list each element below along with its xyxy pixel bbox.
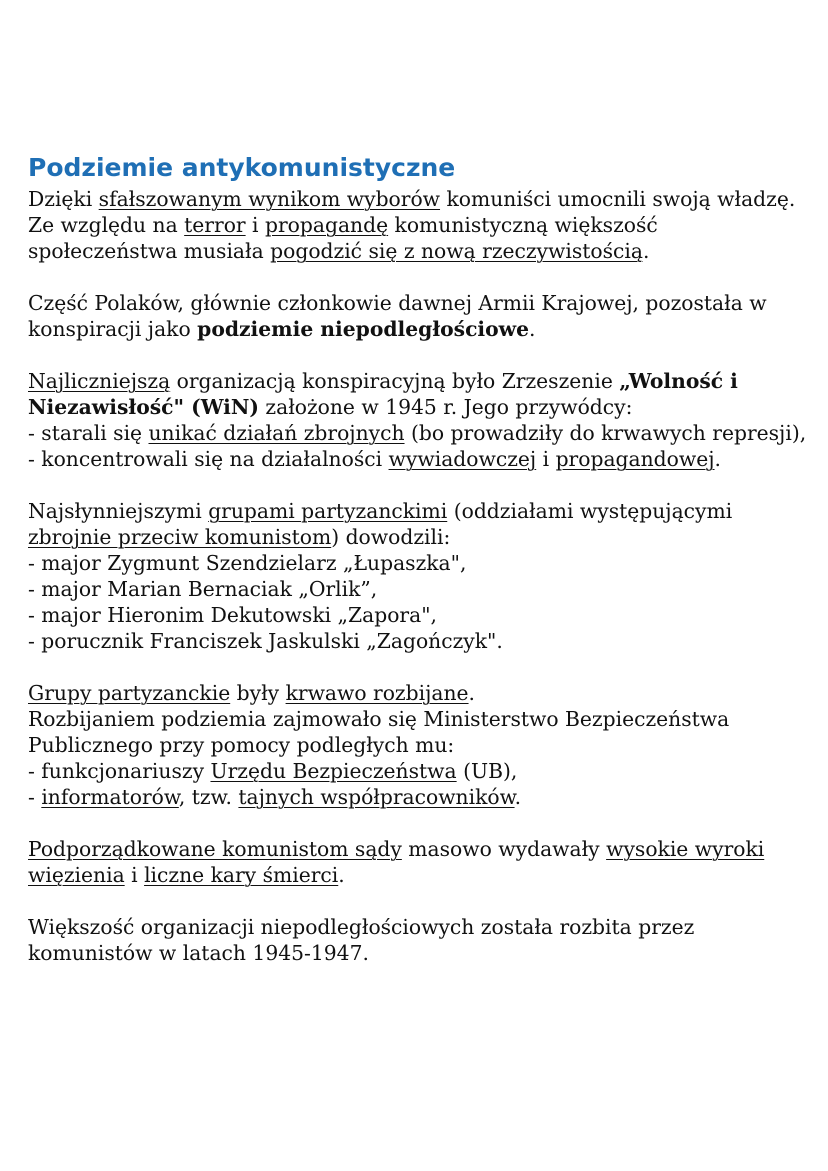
list-item bbox=[28, 758, 808, 784]
underlined-text: terror bbox=[184, 213, 246, 237]
bold-text: „Wolność i Niezawisłość" (WiN) bbox=[28, 369, 738, 419]
paragraph-terror bbox=[28, 212, 808, 264]
document-page bbox=[28, 150, 808, 966]
underlined-text: Najliczniejszą bbox=[28, 369, 171, 393]
text: (UB), bbox=[456, 759, 518, 783]
underlined-text: informatorów bbox=[41, 785, 179, 809]
underlined-text: wywiadowczej bbox=[388, 447, 537, 471]
text: . bbox=[714, 447, 721, 471]
underlined-text: Podporządkowane komunistom sądy bbox=[28, 837, 402, 861]
text: . bbox=[642, 239, 650, 263]
text: . bbox=[514, 785, 522, 809]
text: - bbox=[28, 785, 42, 809]
paragraph-win bbox=[28, 368, 808, 420]
underlined-text: propagandowej bbox=[555, 447, 715, 471]
underlined-text: Urzędu Bezpieczeństwa bbox=[210, 759, 457, 783]
text: . bbox=[529, 317, 536, 341]
paragraph-ministry: Rozbijaniem podziemia zajmowało się Ministerstwo Bezpieczeństwa Publicznego przy pomocy podległych mu: bbox=[28, 707, 730, 757]
list-item bbox=[28, 784, 808, 810]
paragraph-partisans bbox=[28, 498, 808, 550]
text: Dzięki bbox=[28, 187, 99, 211]
underlined-text: sfałszowanym wynikom wyborów bbox=[98, 187, 441, 211]
underlined-text: tajnych współpracowników bbox=[238, 785, 515, 809]
paragraph-underground bbox=[28, 290, 808, 342]
paragraph-conclusion: Większość organizacji niepodległościowych została rozbita przez komunistów w latach 1945-1947. bbox=[28, 915, 695, 965]
paragraph-crushed bbox=[28, 680, 808, 706]
bold-text: podziemie niepodległościowe bbox=[197, 317, 530, 341]
text: i bbox=[245, 213, 265, 237]
underlined-text: Grupy partyzanckie bbox=[28, 681, 231, 705]
underlined-text: propagandę bbox=[265, 213, 389, 237]
list-item bbox=[28, 420, 808, 446]
list-item: - major Zygmunt Szendzielarz „Łupaszka", bbox=[28, 551, 467, 575]
list-item: - major Hieronim Dekutowski „Zapora", bbox=[28, 603, 437, 627]
text: Najsłynniejszymi bbox=[28, 499, 209, 523]
underlined-text: krwawo rozbijane bbox=[285, 681, 469, 705]
text: były bbox=[230, 681, 286, 705]
text: (bo prowadziły do krwawych represji), bbox=[404, 421, 807, 445]
underlined-text: unikać działań zbrojnych bbox=[148, 421, 405, 445]
text: komunistyczną większość społeczeństwa musiała bbox=[28, 213, 658, 263]
text: - koncentrowali się na działalności bbox=[28, 447, 389, 471]
list-item bbox=[28, 446, 808, 472]
text: , tzw. bbox=[178, 785, 239, 809]
text: organizacją konspiracyjną było Zrzeszenie bbox=[170, 369, 620, 393]
text: . bbox=[338, 863, 345, 887]
text: i bbox=[536, 447, 556, 471]
text: masowo wydawały bbox=[401, 837, 607, 861]
underlined-text: grupami partyzanckimi bbox=[208, 499, 448, 523]
text: założone w 1945 r. Jego przywódcy: bbox=[258, 395, 633, 419]
underlined-text: zbrojnie przeciw komunistom bbox=[28, 525, 332, 549]
underlined-text: liczne kary śmierci bbox=[144, 863, 339, 887]
text: komuniści umocnili swoją władzę. bbox=[440, 187, 796, 211]
list-item: - major Marian Bernaciak „Orlik”, bbox=[28, 577, 378, 601]
paragraph-courts bbox=[28, 836, 808, 888]
text: . bbox=[468, 681, 475, 705]
list-item: - porucznik Franciszek Jaskulski „Zagończyk". bbox=[28, 629, 503, 653]
text: (oddziałami występującymi bbox=[447, 499, 733, 523]
text: Ze względu na bbox=[28, 213, 185, 237]
text: - funkcjonariuszy bbox=[28, 759, 211, 783]
text: ) dowodzili: bbox=[331, 525, 451, 549]
text: i bbox=[124, 863, 145, 887]
underlined-text: wysokie wyroki więzienia bbox=[28, 837, 765, 887]
text: Część Polaków, głównie członkowie dawnej Armii Krajowej, pozostała w konspiracji jako bbox=[28, 291, 767, 341]
underlined-text: pogodzić się z nową rzeczywistością bbox=[270, 239, 643, 263]
page-title: Podziemie antykomunistyczne bbox=[28, 153, 456, 182]
text: - starali się bbox=[28, 421, 149, 445]
paragraph-elections bbox=[28, 186, 808, 212]
